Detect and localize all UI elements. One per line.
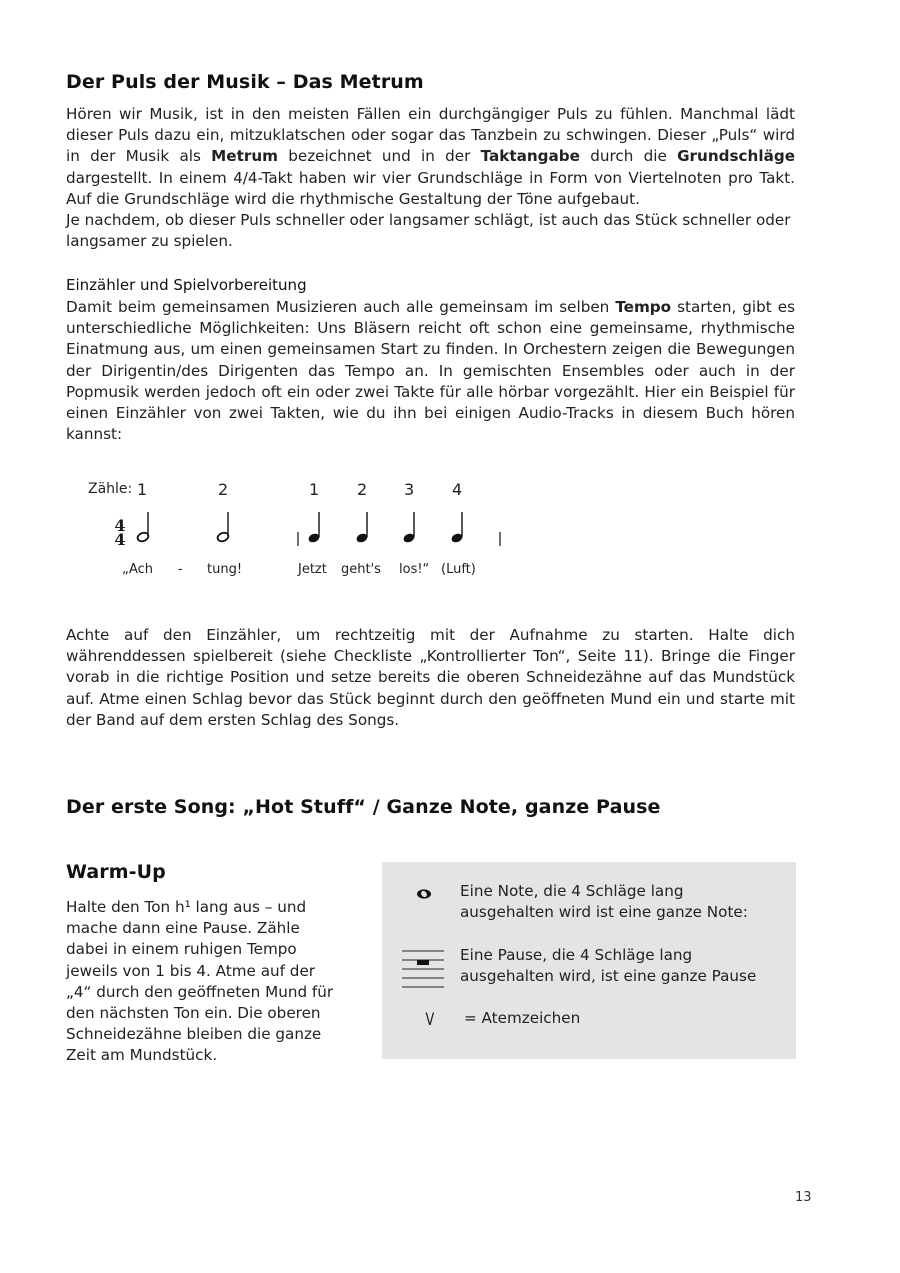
count-number: 3 [404, 480, 415, 499]
warmup-title: Warm-Up [66, 861, 166, 883]
lyric-syllable: (Luft) [441, 562, 476, 577]
paragraph-count-in-advice: Achte auf den Einzähler, um rechtzeitig mit der Aufnahme zu starten. Halte dich währenddessen spielbereit (siehe Checkliste „Kontrollierter Ton“, Seite 11). Bringe die Finger vorab in die richtige Position und setze bereits die oberen Schneidezähne auf das Mundstück auf. Atme einen Schlag bevor das Stück beginnt durch den geöffneten Mund ein und starte mit der Band auf dem ersten Schlag des Songs. [66, 626, 795, 729]
text-run: Damit beim gemeinsamen Musizieren auch alle gemeinsam im selben [66, 298, 616, 316]
count-label: Zähle: [88, 481, 133, 497]
page-number: 13 [795, 1190, 812, 1205]
breath-mark-description: = Atemzeichen [464, 1009, 581, 1027]
time-signature-bottom: 4 [114, 530, 126, 549]
warmup-text: Halte den Ton h¹ lang aus – und mache dann eine Pause. Zähle dabei in einem ruhigen Tempo jeweils von 1 bis 4. Atme auf der „4“ durch den geöffneten Mund für den nächsten Ton ein. Die oberen Schneidezähne bleiben die ganze Zeit am Mundstück. [66, 898, 334, 1065]
text-run: Hören wir Musik, ist in den meisten Fällen ein durchgängiger Puls zu fühlen. Manchmal lädt dieser Puls dazu ein, mitzuklatschen oder sogar das Tanzbein zu schwingen. Dieser „Puls“ wird in der Musik als [66, 105, 795, 166]
paragraph-tempo-speed: Je nachdem, ob dieser Puls schneller oder langsamer schlägt, ist auch das Stück schneller oder langsamer zu spielen. [66, 211, 791, 251]
time-signature-top: 4 [114, 516, 126, 535]
count-number: 2 [357, 480, 368, 499]
lyric-syllable: geht's [341, 562, 381, 577]
text-run: bezeichnet und in der [277, 147, 481, 166]
bold-term: Tempo [615, 298, 672, 316]
info-box [382, 862, 796, 1059]
whole-note-icon [414, 886, 434, 902]
text-run: dargestellt. In einem 4/4-Takt haben wir vier Grundschläge in Form von Viertelnoten pro Takt. Auf die Grundschläge wird die rhythmische Gestaltung der Töne aufgebaut. [66, 168, 795, 208]
whole-note-description: Eine Note, die 4 Schläge lang ausgehalten wird ist eine ganze Note: [460, 882, 748, 922]
quarter-note-icon [450, 512, 463, 544]
quarter-note-icon [307, 512, 320, 544]
count-number: 4 [452, 480, 463, 499]
text-run: durch die [579, 147, 678, 166]
lyric-syllable: los!“ [399, 562, 430, 577]
text-run: starten, gibt es unterschiedliche Möglichkeiten: Uns Bläsern reicht oft schon eine gemeinsame, rhythmische Einatmung aus, um einen gemeinsamen Start zu finden. In Orchestern zeigen die Bewegungen der Dirigentin/des Dirigenten das Tempo an. In gemischten Ensembles oder auch in der Popmusik werden jedoch oft ein oder zwei Takte für alle hörbar vorgezählt. Hier ein Beispiel für einen Einzähler von zwei Takten, wie du ihn bei einigen Audio-Tracks in diesem Buch hören kannst: [66, 298, 795, 444]
half-note-icon [216, 512, 229, 543]
whole-rest-description: Eine Pause, die 4 Schläge lang ausgehalten wird, ist eine ganze Pause [460, 946, 757, 986]
subheading-einzaehler: Einzähler und Spielvorbereitung [66, 276, 307, 294]
rhythm-notes [0, 0, 900, 600]
count-number: 2 [218, 480, 229, 499]
lyric-syllable: - [178, 562, 183, 577]
lyric-syllable: Jetzt [298, 562, 327, 577]
count-number: 1 [309, 480, 320, 499]
count-number: 1 [137, 480, 148, 499]
section-title-first-song: Der erste Song: „Hot Stuff“ / Ganze Note, ganze Pause [66, 796, 661, 818]
lyric-syllable: tung! [207, 562, 243, 577]
quarter-note-icon [402, 512, 415, 544]
bold-term: Taktangabe [480, 147, 580, 166]
bold-term: Grundschläge [677, 147, 795, 166]
whole-rest-icon [400, 948, 446, 990]
half-note-icon [136, 512, 149, 543]
breath-mark-icon: V [425, 1010, 435, 1030]
lyric-syllable: „Ach [122, 562, 154, 577]
bold-term: Metrum [211, 147, 278, 166]
section-title-metrum: Der Puls der Musik – Das Metrum [66, 71, 424, 93]
quarter-note-icon [355, 512, 368, 544]
